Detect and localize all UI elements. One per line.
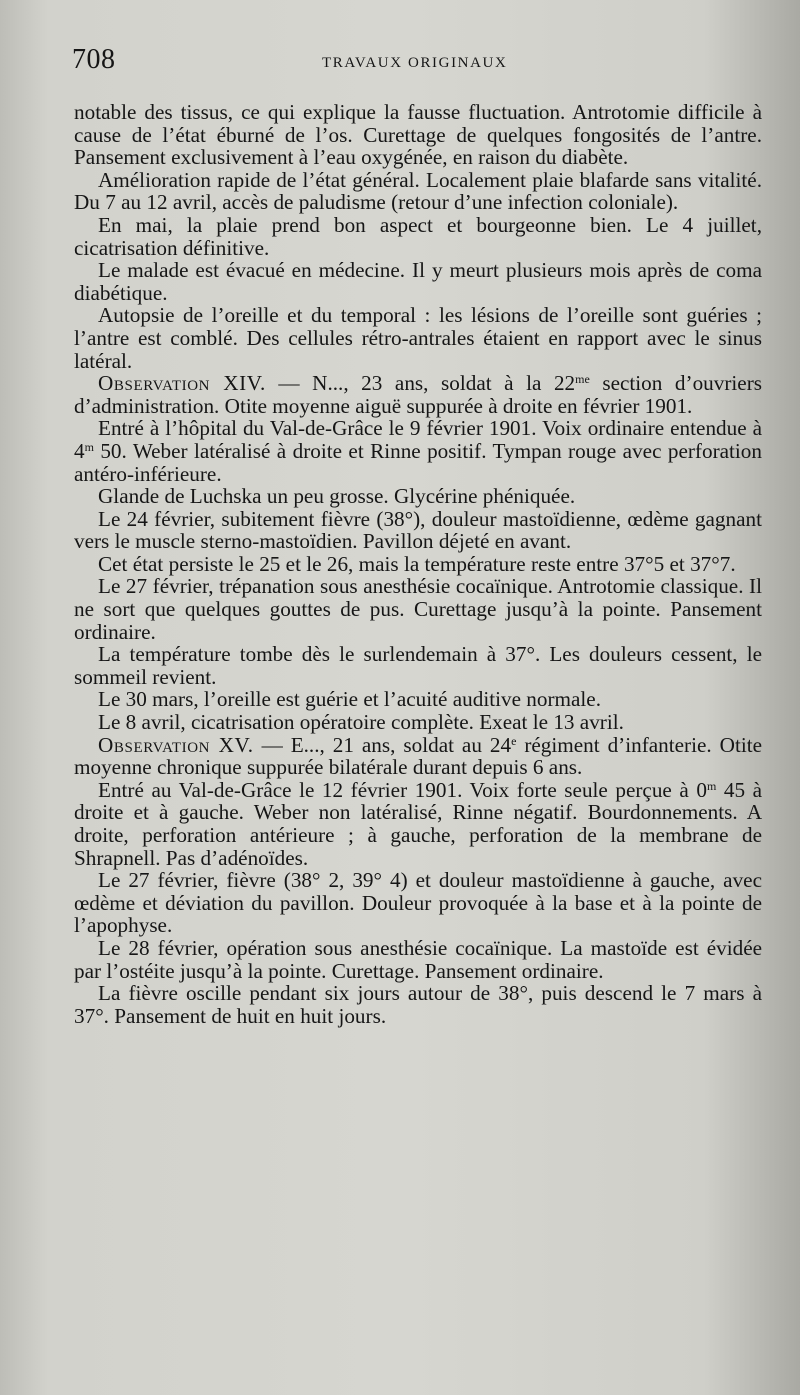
page-header <box>72 44 760 84</box>
paragraph-evacuation: Le malade est évacué en médecine. Il y meurt plusieurs mois après de coma diabétique. <box>74 258 762 305</box>
paragraph-entree-xiv: Entré à l’hôpital du Val-de-Grâce le 9 février 1901. Voix ordinaire entendue à 4$^m$ 50. Weber latéralisé à droite et Rinne positif. Tympan rouge avec perforation antéro-inférieure. <box>74 416 762 486</box>
paragraph-temperature: La température tombe dès le surlendemain à 37°. Les douleurs cessent, le sommeil revient. <box>74 642 762 689</box>
paragraph-observation-xv: Observation XV. — E..., 21 ans, soldat au 24e régiment d’infanterie. Otite moyenne chronique suppurée bilatérale durant depuis 6 ans. <box>74 732 763 780</box>
observation-heading: Observation XIV. <box>98 371 266 396</box>
paragraph-entree-xv: Entré au Val-de-Grâce le 12 février 1901. Voix forte seule perçue à 0$^m$ 45 à droite et à gauche. Weber non latéralisé, Rinne négatif. Bourdonnements. A droite, perforation antérieure ; à gauche, perforation de la membrane de Shrapnell. Pas d’adénoïdes. <box>74 777 763 870</box>
paragraph-amelioration: Amélioration rapide de l’état général. Localement plaie blafarde sans vitalité. Du 7 au 12 avril, accès de paludisme (retour d’une infection coloniale). <box>74 167 762 215</box>
paragraph-etat-persiste: Cet état persiste le 25 et le 26, mais la température reste entre 37°5 et 37°7. <box>98 551 736 576</box>
paragraph-8-avril: Le 8 avril, cicatrisation opératoire complète. Exeat le 13 avril. <box>98 710 624 735</box>
paragraph-trepanation: Le 27 février, trépanation sous anesthésie cocaïnique. Antrotomie classique. Il ne sort que quelques gouttes de pus. Curettage jusqu’à la pointe. Pansement ordinaire. <box>74 574 762 644</box>
paragraph-autopsie: Autopsie de l’oreille et du temporal : les lésions de l’oreille sont guéries ; l’antre est comblé. Des cellules rétro-antrales étaient en rapport avec le sinus latéral. <box>74 303 762 373</box>
paragraph-30-mars: Le 30 mars, l’oreille est guérie et l’acuité auditive normale. <box>98 687 601 712</box>
paragraph-cicatrisation: En mai, la plaie prend bon aspect et bourgeonne bien. Le 4 juillet, cicatrisation définitive. <box>74 212 762 260</box>
paragraph-fievre-oscille: La fièvre oscille pendant six jours autour de 38°, puis descend le 7 mars à 37°. Pansement de huit en huit jours. <box>74 981 762 1028</box>
paragraph-fluctuation: notable des tissus, ce qui explique la fausse fluctuation. Antrotomie difficile à cause de l’état éburné de l’os. Curettage de quelques fongosités de l’antre. Pansement exclusivement à l’eau oxygénée, en raison du diabète. <box>74 100 762 170</box>
observation-heading: Observation XV. <box>98 732 254 757</box>
running-title: TRAVAUX ORIGINAUX <box>322 55 508 71</box>
paragraph-28-fevrier-operation: Le 28 février, opération sous anesthésie cocaïnique. La mastoïde est évidée par l’ostéite jusqu’à la pointe. Curettage. Pansement ordinaire. <box>74 935 762 983</box>
paragraph-observation-xiv: Observation XIV. — N..., 23 ans, soldat à la $22^{me}$ section d’ouvriers d’administration. Otite moyenne aiguë suppurée à droite en février 1901. <box>74 371 762 418</box>
body-text <box>74 101 762 1027</box>
paragraph-27-fevrier-fievre: Le 27 février, fièvre (38° 2, 39° 4) et douleur mastoïdienne à gauche, avec œdème et déviation du pavillon. Douleur provoquée à la base et à la pointe de l’apophyse. <box>74 868 762 938</box>
paragraph-glande: Glande de Luchska un peu grosse. Glycérine phéniquée. <box>98 484 576 509</box>
page-number: 708 <box>72 44 116 75</box>
paragraph-24-fevrier: Le 24 février, subitement fièvre (38°), douleur mastoïdienne, œdème gagnant vers le muscle sterno-mastoïdien. Pavillon déjeté en avant. <box>74 506 762 554</box>
